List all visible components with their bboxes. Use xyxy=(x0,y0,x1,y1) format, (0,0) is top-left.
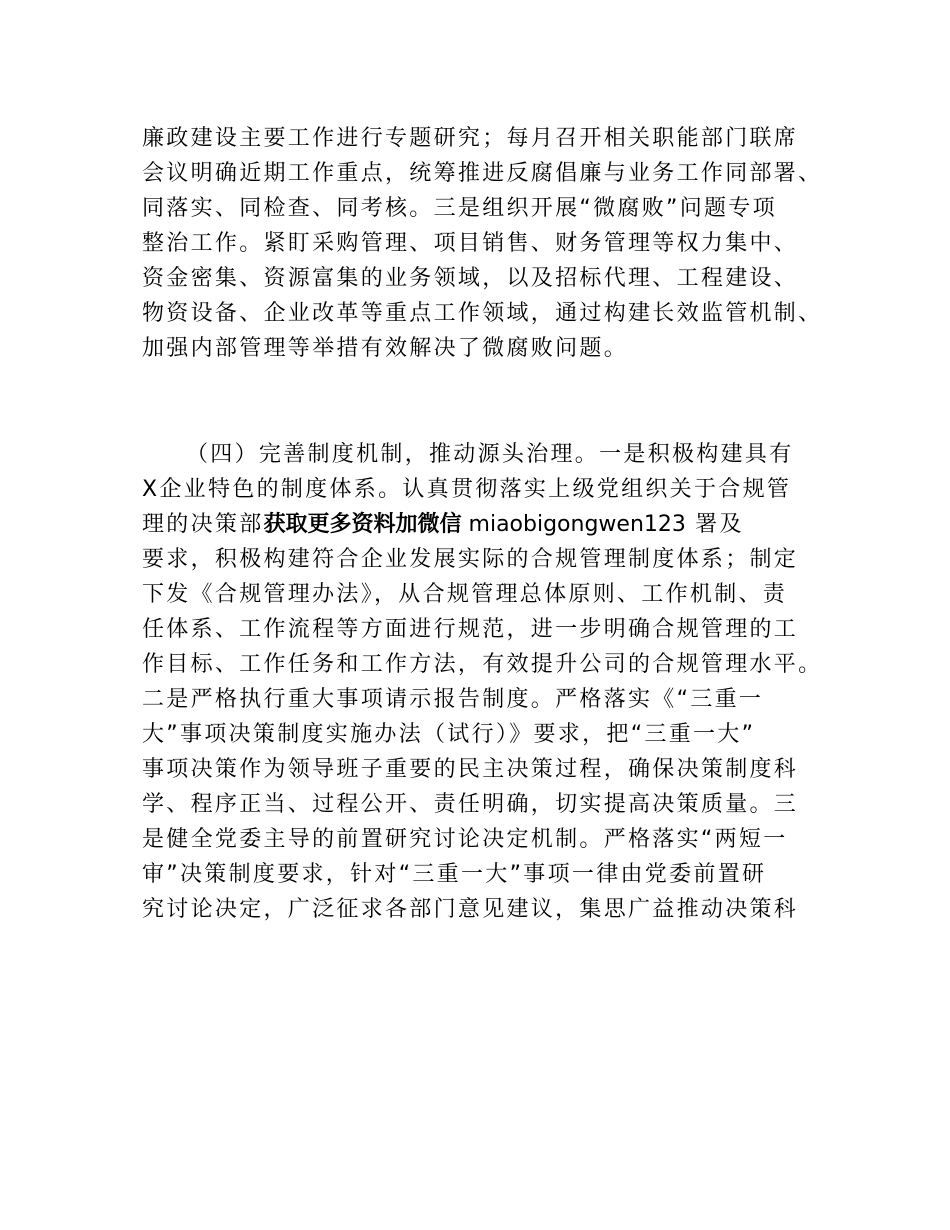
text-line: 资金密集、资源富集的业务领域，以及招标代理、工程建设、 xyxy=(142,266,799,291)
text-line: 事项决策作为领导班子重要的民主决策过程，确保决策制度科 xyxy=(142,757,799,782)
text-line: 加强内部管理等举措有效解决了微腐败问题。 xyxy=(142,336,629,361)
text-line: 廉政建设主要工作进行专题研究；每月召开相关职能部门联席 xyxy=(142,126,799,151)
text-line: 要求，积极构建符合企业发展实际的合规管理制度体系；制定 xyxy=(142,547,799,572)
text-line: 同落实、同检查、同考核。三是组织开展“微腐败”问题专项 xyxy=(142,196,777,221)
text-line: 审”决策制度要求，针对“三重一大”事项一律由党委前置研 xyxy=(142,862,767,887)
text-line: 究讨论决定，广泛征求各部门意见建议，集思广益推动决策科 xyxy=(142,897,799,922)
text-line: 物资设备、企业改革等重点工作领域，通过构建长效监管机制、 xyxy=(142,301,823,326)
text-line: 会议明确近期工作重点，统筹推进反腐倡廉与业务工作同部署、 xyxy=(142,161,823,186)
text-line: （四）完善制度机制，推动源头治理。一是积极构建具有 xyxy=(186,442,794,467)
watermark-wechat-id: miaobigongwen123 xyxy=(461,512,686,537)
paragraph-integrity-work xyxy=(142,121,842,366)
text-line: 作目标、工作任务和工作方法，有效提升公司的合规管理水平。 xyxy=(142,652,823,677)
text-segment: 理的决策部 xyxy=(142,512,264,537)
text-line: 任体系、工作流程等方面进行规范，进一步明确合规管理的工 xyxy=(142,617,799,642)
text-line: 学、程序正当、过程公开、责任明确，切实提高决策质量。三 xyxy=(142,792,799,817)
text-line: X企业特色的制度体系。认真贯彻落实上级党组织关于合规管 xyxy=(142,477,792,502)
paragraph-institution-mechanism xyxy=(142,437,842,927)
text-line: 二是严格执行重大事项请示报告制度。严格落实《“三重一 xyxy=(142,687,764,712)
text-line: 下发《合规管理办法》，从合规管理总体原则、工作机制、责 xyxy=(142,582,788,607)
watermark-text: 获取更多资料加微信 xyxy=(263,512,462,537)
text-line: 整治工作。紧盯采购管理、项目销售、财务管理等权力集中、 xyxy=(142,231,799,256)
text-line: 大”事项决策制度实施办法（试行）》要求，把“三重一大” xyxy=(142,722,756,747)
text-line-with-watermark xyxy=(142,507,842,542)
text-segment: 署及 xyxy=(685,512,744,537)
text-line: 是健全党委主导的前置研究讨论决定机制。严格落实“两短一 xyxy=(142,827,788,852)
